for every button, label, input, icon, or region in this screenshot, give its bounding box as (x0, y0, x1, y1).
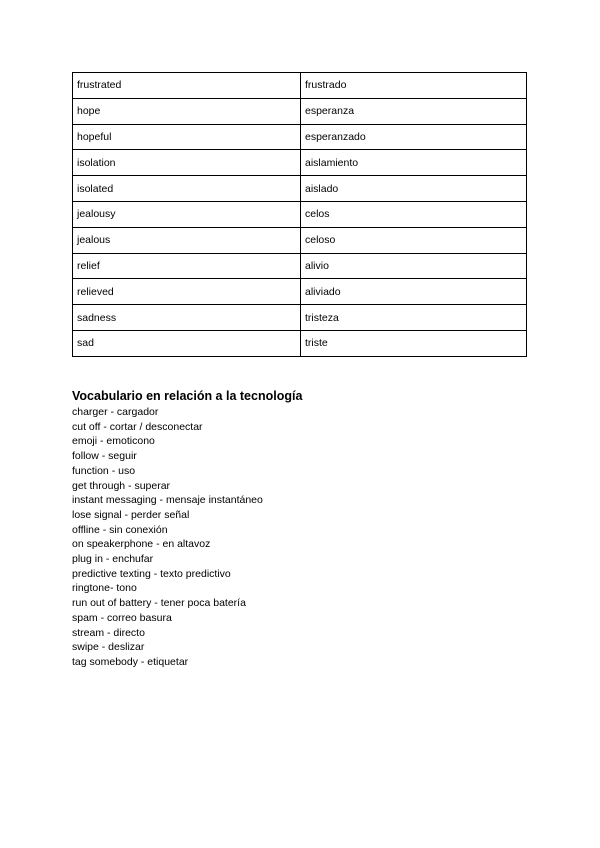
english-term: isolated (73, 176, 301, 202)
spanish-term: aislamiento (301, 150, 527, 176)
table-row (73, 124, 527, 150)
table-row (73, 279, 527, 305)
list-item: plug in - enchufar (72, 553, 154, 566)
english-term: jealousy (73, 201, 301, 227)
spanish-term: esperanza (301, 98, 527, 124)
list-item: tag somebody - etiquetar (72, 655, 189, 668)
spanish-term: frustrado (301, 73, 527, 99)
list-item: emoji - emoticono (72, 435, 155, 448)
list-item: on speakerphone - en altavoz (72, 538, 211, 551)
table-row (73, 330, 527, 356)
list-item: predictive texting - texto predictivo (72, 567, 231, 580)
section-title: Vocabulario en relación a la tecnología (72, 389, 303, 403)
list-item: spam - correo basura (72, 611, 172, 624)
table-row (73, 150, 527, 176)
table-row (73, 253, 527, 279)
english-term: relieved (73, 279, 301, 305)
table-row (73, 98, 527, 124)
spanish-term: celos (301, 201, 527, 227)
spanish-term: esperanzado (301, 124, 527, 150)
english-term: jealous (73, 227, 301, 253)
table-row (73, 201, 527, 227)
list-item: lose signal - perder señal (72, 508, 190, 521)
spanish-term: aliviado (301, 279, 527, 305)
spanish-term: celoso (301, 227, 527, 253)
table-row (73, 73, 527, 99)
english-term: frustrated (73, 73, 301, 99)
technology-vocabulary-section (72, 388, 532, 670)
list-item: run out of battery - tener poca batería (72, 597, 246, 610)
table-row (73, 227, 527, 253)
emotions-vocabulary-table (72, 72, 527, 357)
english-term: isolation (73, 150, 301, 176)
list-item: get through - superar (72, 479, 171, 492)
list-item: cut off - cortar / desconectar (72, 420, 203, 433)
list-item: offline - sin conexión (72, 523, 168, 536)
spanish-term: triste (301, 330, 527, 356)
list-item: instant messaging - mensaje instantáneo (72, 494, 263, 507)
spanish-term: aislado (301, 176, 527, 202)
english-term: hope (73, 98, 301, 124)
list-item: stream - directo (72, 626, 145, 639)
list-item: charger - cargador (72, 406, 159, 418)
spanish-term: tristeza (301, 305, 527, 331)
english-term: sadness (73, 305, 301, 331)
technology-vocabulary-list (72, 405, 532, 670)
english-term: relief (73, 253, 301, 279)
table-row (73, 176, 527, 202)
english-term: hopeful (73, 124, 301, 150)
list-item: follow - seguir (72, 450, 137, 463)
list-item: function - uso (72, 464, 136, 477)
list-item: ringtone- tono (72, 582, 137, 595)
english-term: sad (73, 330, 301, 356)
list-item: swipe - deslizar (72, 641, 145, 654)
table-row (73, 305, 527, 331)
spanish-term: alivio (301, 253, 527, 279)
